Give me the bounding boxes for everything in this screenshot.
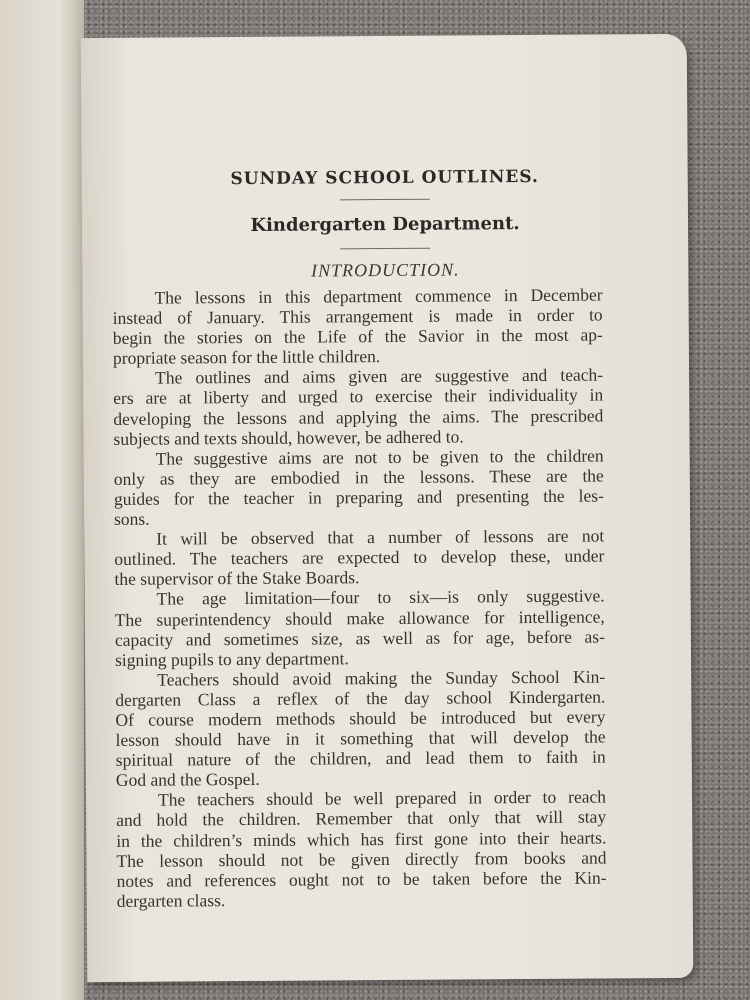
- text-line: Teachers should avoid making the Sunday School Kin-: [157, 666, 606, 690]
- department-title: Kindergarten Department.: [250, 213, 520, 236]
- text-line: instead of January. This arrangement is made in order to: [112, 304, 603, 329]
- text-line: The superintendency should make allowance for intelligence,: [114, 605, 605, 630]
- text-line: signing pupils to any department.: [114, 647, 349, 670]
- text-line: It will be observed that a number of lessons are not: [156, 525, 605, 549]
- paragraph: [112, 284, 603, 368]
- facing-page-edge: [0, 0, 84, 1000]
- text-line: outlined. The teachers are expected to develop these, under: [114, 545, 605, 570]
- book-page: [81, 34, 694, 982]
- paragraph: [115, 666, 606, 790]
- paragraph: [115, 586, 606, 670]
- text-line: capacity and sometimes size, as well as for age, before as-: [114, 626, 605, 650]
- paragraph: [113, 365, 604, 449]
- paragraph: [114, 445, 605, 529]
- text-line: developing the lessons and applying the aims. The prescribed: [113, 405, 604, 429]
- page-heading: SUNDAY SCHOOL OUTLINES.: [230, 166, 539, 190]
- text-line: notes and references ought not to be taken before the Kin-: [116, 867, 607, 891]
- text-line: The age limitation—four to six—is only suggestive.: [156, 585, 605, 610]
- text-line: the supervisor of the Stake Boards.: [114, 567, 360, 590]
- text-line: Of course modern methods should be introduced but every: [115, 706, 606, 730]
- text-line: in the children’s minds which has first gone into their hearts.: [116, 827, 607, 851]
- paragraph: [114, 526, 604, 590]
- text-line: guides for the teacher in preparing and presenting the les-: [113, 485, 604, 509]
- text-line: God and the Gospel.: [115, 769, 260, 791]
- text-line: lesson should have in it something that will develop the: [115, 726, 606, 750]
- text-line: subjects and texts should, however, be adhered to.: [113, 426, 464, 449]
- paragraph: [116, 787, 607, 911]
- text-line: The lesson should not be given directly from books and: [116, 847, 607, 871]
- text-line: dergarten class.: [116, 889, 226, 911]
- divider: [340, 199, 430, 201]
- text-line: dergarten Class a reflex of the day school Kindergarten.: [115, 686, 606, 710]
- text-line: ers are at liberty and urged to exercise their individuality in: [113, 384, 604, 409]
- divider: [340, 248, 430, 250]
- text-line: propriate season for the little children.: [112, 346, 381, 369]
- section-title: INTRODUCTION.: [311, 259, 460, 281]
- text-line: The outlines and aims given are suggestive and teach-: [155, 364, 604, 388]
- text-line: begin the stories on the Life of the Savior in the most ap-: [112, 324, 603, 349]
- text-line: The lessons in this department commence in December: [154, 284, 603, 308]
- body-text: [112, 284, 606, 910]
- text-line: sons.: [113, 508, 150, 529]
- text-line: spiritual nature of the children, and lead them to faith in: [115, 746, 606, 771]
- text-line: and hold the children. Remember that only that will stay: [116, 806, 607, 831]
- text-line: The teachers should be well prepared in order to reach: [157, 786, 607, 810]
- text-line: The suggestive aims are not to be given to the children: [155, 445, 604, 469]
- text-line: only as they are embodied in the lessons. These are the: [113, 465, 604, 489]
